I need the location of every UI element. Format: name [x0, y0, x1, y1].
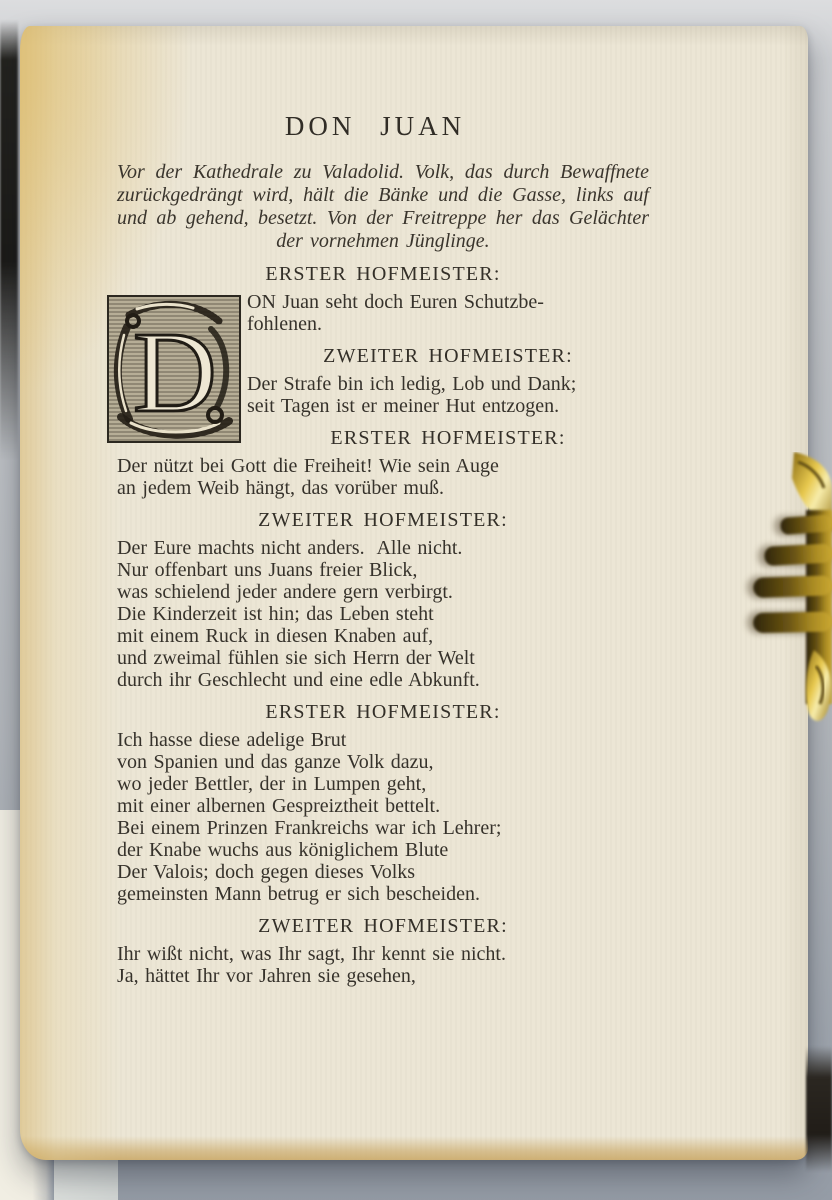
verse-line: durch ihr Geschlecht und eine edle Abkunft.	[117, 669, 480, 691]
speaker-heading: ZWEITER HOFMEISTER:	[323, 345, 573, 367]
verse-line: Ihr wißt nicht, was Ihr sagt, Ihr kennt sie nicht.	[117, 943, 506, 965]
verse-line: Der Strafe bin ich ledig, Lob und Dank;	[247, 373, 577, 395]
stage-direction-line: Vor der Kathedrale zu Valadolid. Volk, das durch Bewaffnete	[117, 161, 649, 183]
verse-line: ON Juan seht doch Euren Schutzbe-	[247, 291, 544, 313]
verse-line: Der Valois; doch gegen dieses Volks	[117, 861, 416, 883]
verse-line: wo jeder Bettler, der in Lumpen geht,	[117, 773, 427, 795]
verse-line: der Knabe wuchs aus königlichem Blute	[117, 839, 449, 861]
drop-cap-ornament	[107, 295, 241, 443]
book-cover-edge	[806, 1046, 832, 1172]
page-title: DON JUAN	[284, 111, 466, 141]
stage-direction-line: der vornehmen Jünglinge.	[276, 230, 490, 252]
book-gutter-shadow	[0, 20, 18, 460]
speaker-heading: ERSTER HOFMEISTER:	[265, 263, 501, 285]
drop-cap-letter: D	[133, 309, 217, 437]
dialogue-sections	[117, 262, 649, 987]
verse-line: Der Eure machts nicht anders. Alle nicht.	[117, 537, 463, 559]
verse-line: von Spanien und das ganze Volk dazu,	[117, 751, 434, 773]
brass-hand-page-holder	[736, 452, 832, 764]
speaker-heading: ERSTER HOFMEISTER:	[330, 427, 566, 449]
verse-line: seit Tagen ist er meiner Hut entzogen.	[247, 395, 560, 417]
speaker-heading: ZWEITER HOFMEISTER:	[258, 915, 508, 937]
verse-line: Ja, hättet Ihr vor Jahren sie gesehen,	[117, 965, 416, 987]
verse-line: Die Kinderzeit ist hin; das Leben steht	[117, 603, 434, 625]
book-page	[20, 26, 808, 1160]
woodcut-initial-icon	[107, 295, 241, 443]
stage-direction-line: zurückgedrängt wird, hält die Bänke und die Gasse, links auf	[117, 184, 649, 206]
text-column	[117, 26, 649, 987]
verse-line: und zweimal fühlen sie sich Herrn der Welt	[117, 647, 475, 669]
verse-line: mit einer albernen Gespreiztheit bettelt.	[117, 795, 441, 817]
stage-direction	[117, 161, 649, 253]
stage-direction-line: und ab gehend, besetzt. Von der Freitreppe her das Gelächter	[117, 207, 649, 229]
verse-line: an jedem Weib hängt, das vorüber muß.	[117, 477, 444, 499]
verse-line: Ich hasse diese adelige Brut	[117, 729, 347, 751]
verse-line: gemeinsten Mann betrug er sich bescheiden.	[117, 883, 480, 905]
speaker-heading: ZWEITER HOFMEISTER:	[258, 509, 508, 531]
verse-line: Nur offenbart uns Juans freier Blick,	[117, 559, 418, 581]
verse-line: Bei einem Prinzen Frankreichs war ich Lehrer;	[117, 817, 502, 839]
brass-hand-icon	[736, 452, 832, 764]
speaker-heading: ERSTER HOFMEISTER:	[265, 701, 501, 723]
verse-line: was schielend jeder andere gern verbirgt.	[117, 581, 453, 603]
verse-line: fohlenen.	[247, 313, 322, 335]
verse-line: Der nützt bei Gott die Freiheit! Wie sein Auge	[117, 455, 499, 477]
verse-line: mit einem Ruck in diesen Knaben auf,	[117, 625, 434, 647]
